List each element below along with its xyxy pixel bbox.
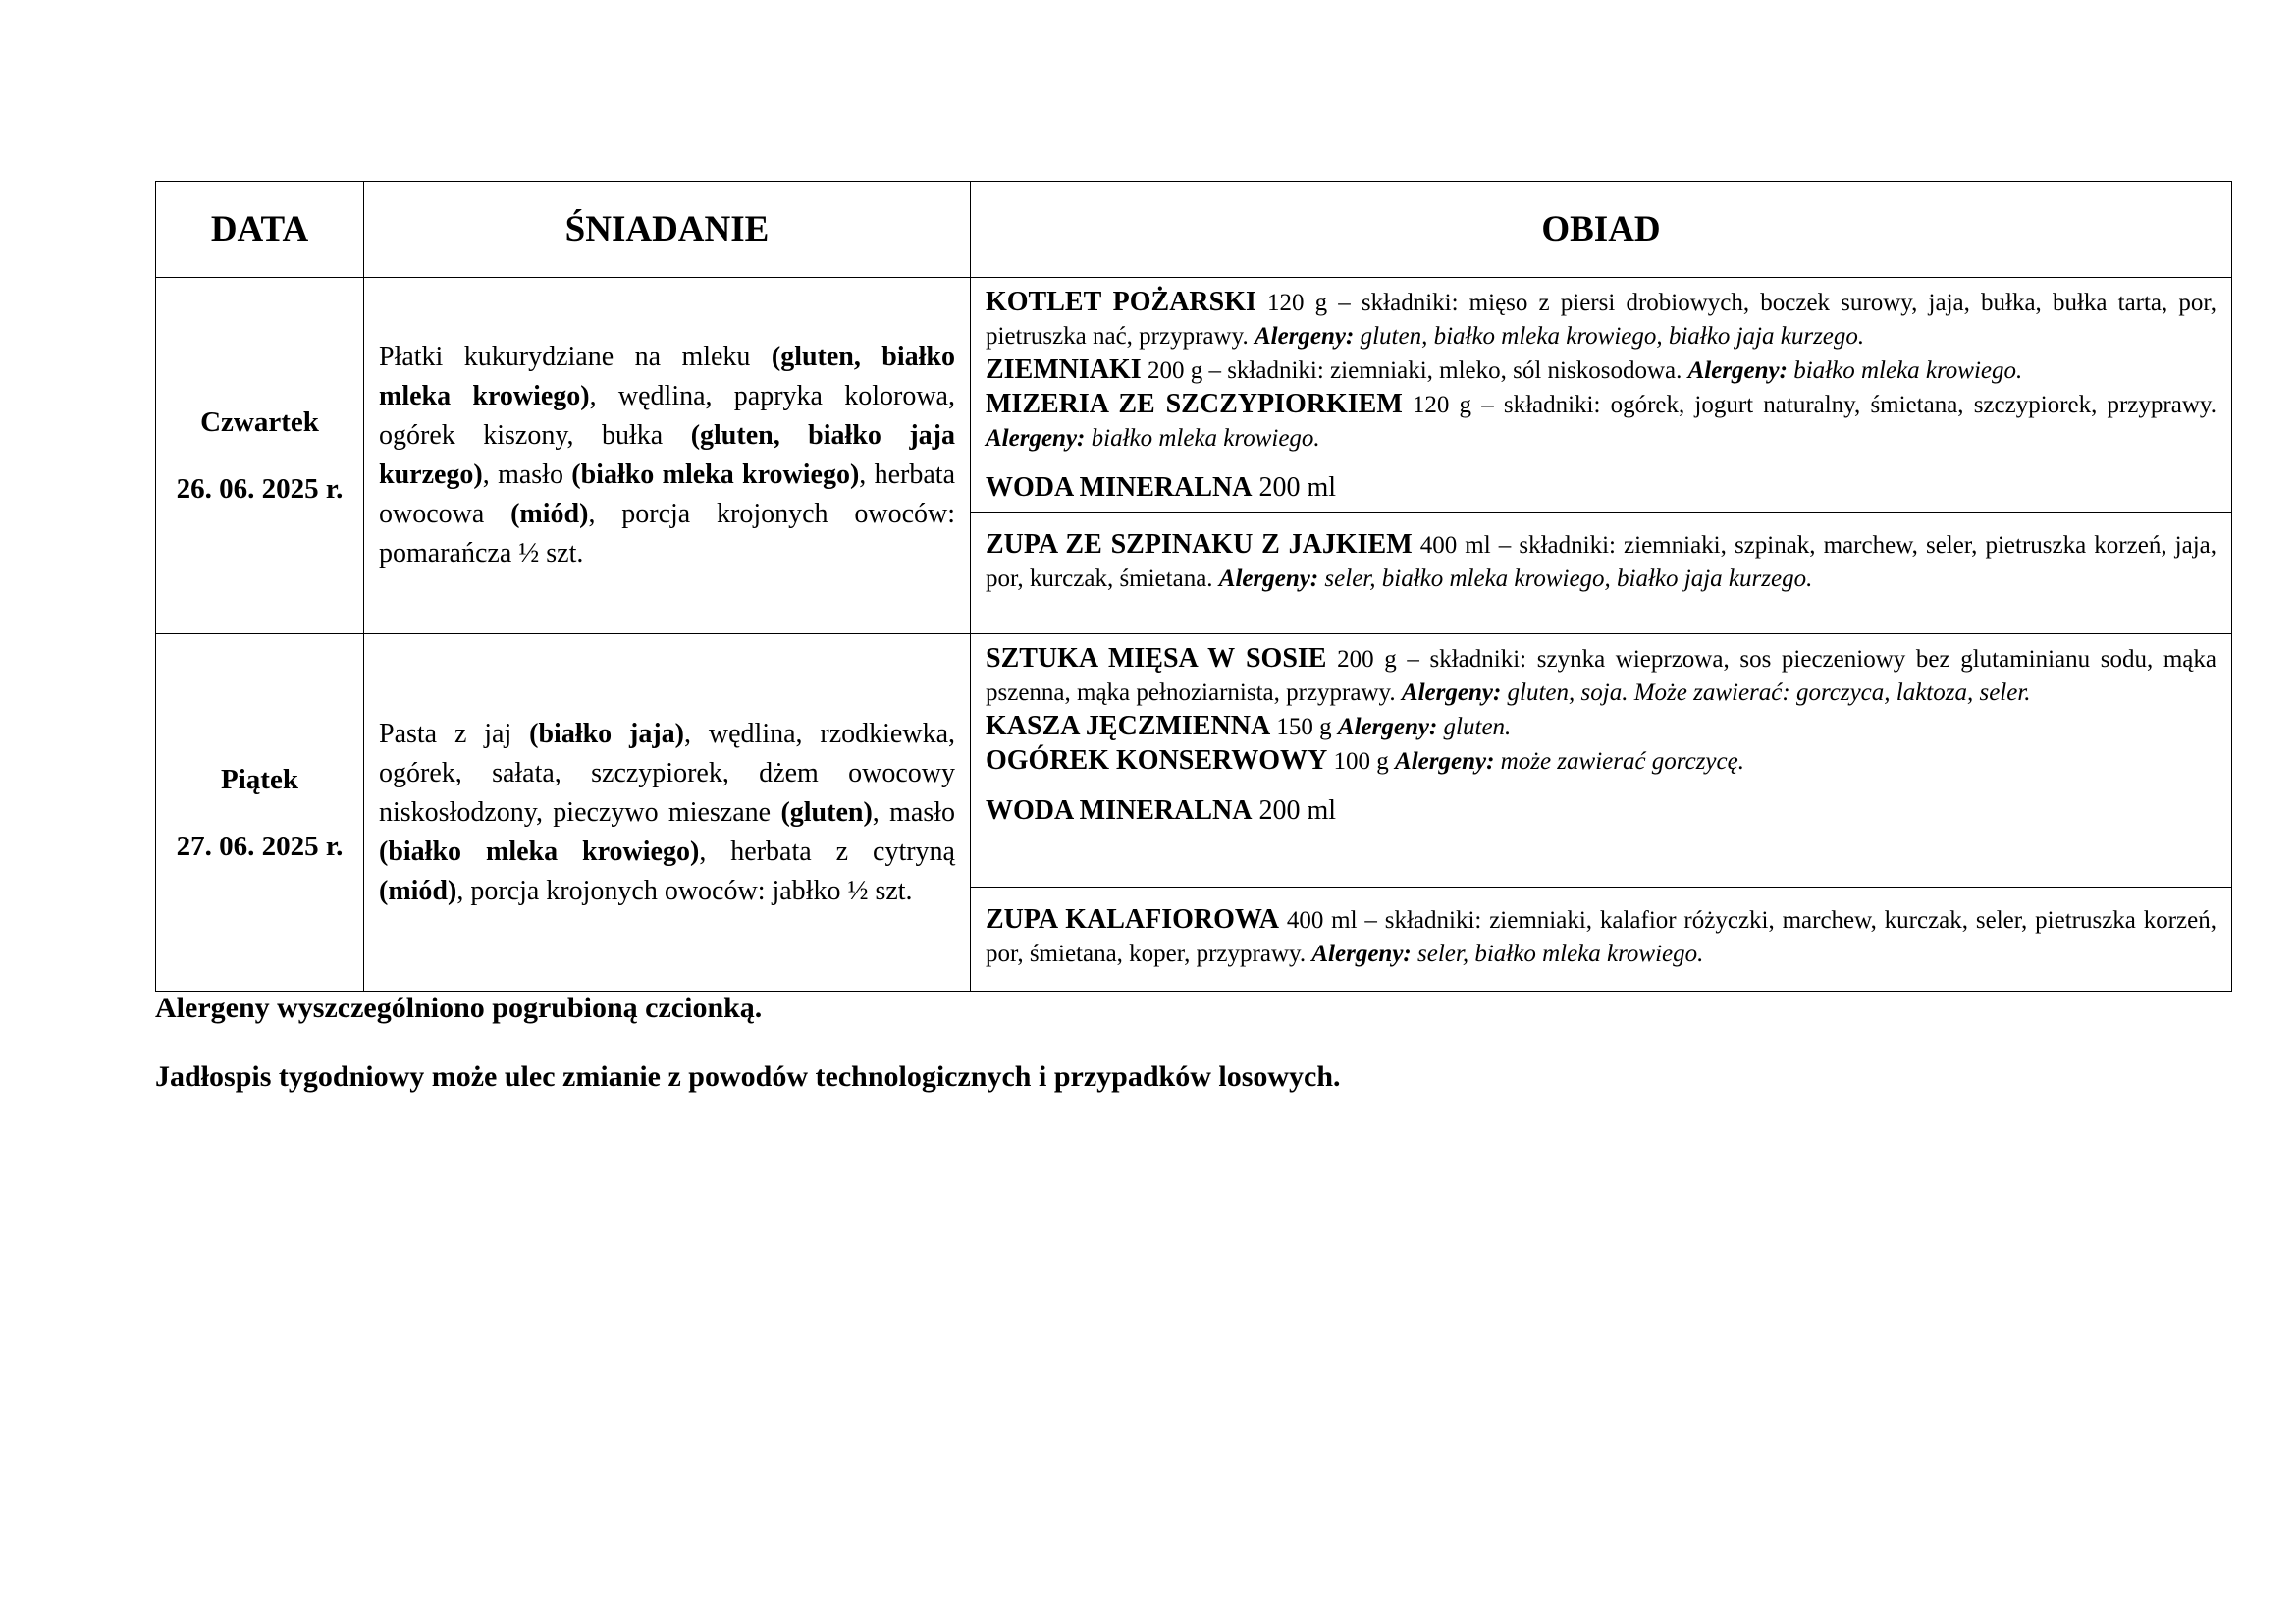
header-obiad: OBIAD xyxy=(971,182,2232,278)
day-date: 26. 06. 2025 r. xyxy=(176,473,344,505)
dish-item: KASZA JĘCZMIENNA 150 g Alergeny: gluten. xyxy=(986,711,1512,741)
day-cell xyxy=(156,278,364,634)
dinner-cell xyxy=(971,634,2232,992)
header-data: DATA xyxy=(156,182,364,278)
allergen-note: Alergeny wyszczególniono pogrubioną czcionką. xyxy=(155,992,763,1024)
dish-item: ZIEMNIAKI 200 g – składniki: ziemniaki, mleko, sól niskosodowa. Alergeny: białko mleka krowiego. xyxy=(986,354,2023,385)
dish-item: MIZERIA ZE SZCZYPIORKIEM 120 g – składniki: ogórek, jogurt naturalny, śmietana, szczypiorek, przyprawy. Alergeny: białko mleka krowiego. xyxy=(986,389,2217,452)
header-sniadanie: ŚNIADANIE xyxy=(364,182,971,278)
breakfast-cell xyxy=(364,634,971,992)
dinner-cell xyxy=(971,278,2232,634)
water-item: WODA MINERALNA 200 ml xyxy=(986,472,1337,503)
header-row xyxy=(156,182,2232,278)
soup-block xyxy=(971,512,2231,616)
day-row xyxy=(156,634,2232,992)
dish-item: OGÓREK KONSERWOWY 100 g Alergeny: może zawierać gorczycę. xyxy=(986,745,1744,776)
day-name: Piątek xyxy=(221,763,298,795)
menu-change-note: Jadłospis tygodniowy może ulec zmianie z powodów technologicznych i przypadków losowych. xyxy=(155,1060,1341,1093)
water-item: WODA MINERALNA 200 ml xyxy=(986,795,1337,826)
dish-item: SZTUKA MIĘSA W SOSIE 200 g – składniki: szynka wieprzowa, sos pieczeniowy bez glutaminianu sodu, mąka pszenna, mąka pełnoziarnista, przyprawy. Alergeny: gluten, soja. Może zawierać: gorczyca, laktoza, seler. xyxy=(986,643,2217,706)
breakfast-text: Pasta z jaj (białko jaja), wędlina, rzodkiewka, ogórek, sałata, szczypiorek, dżem owocowy niskosłodzony, pieczywo mieszane (gluten), masło (białko mleka krowiego), herbata z cytryną (miód), porcja krojonych owoców: jabłko ½ szt. xyxy=(379,718,955,906)
dish-item: KOTLET POŻARSKI 120 g – składniki: mięso z piersi drobiowych, boczek surowy, jaja, bułka, bułka tarta, por, pietruszka nać, przyprawy. Alergeny: gluten, białko mleka krowiego, białko jaja kurzego. xyxy=(986,287,2216,350)
day-cell xyxy=(156,634,364,992)
soup-item: ZUPA ZE SZPINAKU Z JAJKIEM 400 ml – składniki: ziemniaki, szpinak, marchew, seler, pietruszka korzeń, jaja, por, kurczak, śmietana. Alergeny: seler, białko mleka krowiego, białko jaja kurzego. xyxy=(986,529,2216,592)
main-course-block xyxy=(971,634,2231,887)
day-row xyxy=(156,278,2232,634)
menu-table xyxy=(155,181,2232,992)
breakfast-text: Płatki kukurydziane na mleku (gluten, białko mleka krowiego), wędlina, papryka kolorowa, ogórek kiszony, bułka (gluten, białko jaja kurzego), masło (białko mleka krowiego), herbata owocowa (miód), porcja krojonych owoców: pomarańcza ½ szt. xyxy=(379,342,956,568)
soup-item: ZUPA KALAFIOROWA 400 ml – składniki: ziemniaki, kalafior różyczki, marchew, kurczak, seler, pietruszka korzeń, por, śmietana, koper, przyprawy. Alergeny: seler, białko mleka krowiego. xyxy=(986,904,2216,967)
main-course-block xyxy=(971,278,2231,512)
breakfast-cell xyxy=(364,278,971,634)
soup-block xyxy=(971,887,2231,991)
day-name: Czwartek xyxy=(200,406,319,438)
day-date: 27. 06. 2025 r. xyxy=(176,830,344,862)
